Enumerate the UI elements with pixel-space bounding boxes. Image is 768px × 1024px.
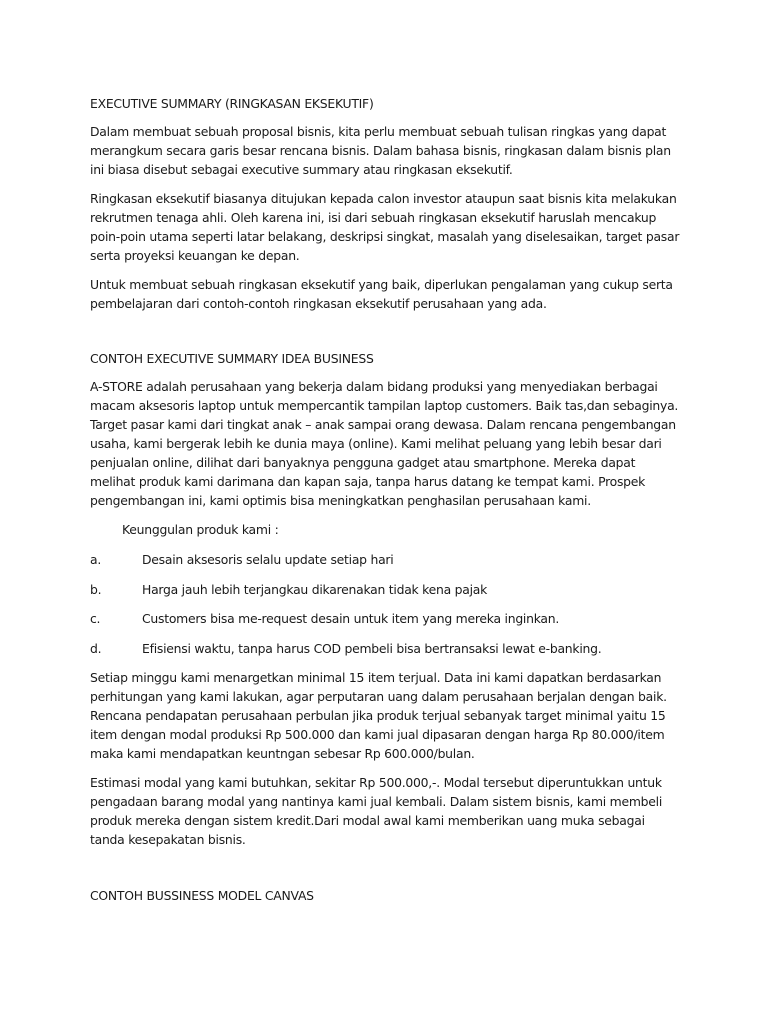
heading-business-model-canvas: CONTOH BUSSINESS MODEL CANVAS	[90, 888, 314, 903]
list-item-letter: a.	[90, 552, 102, 567]
list-item	[90, 550, 680, 569]
list-item-text: Efisiensi waktu, tanpa harus COD pembeli bisa bertransaksi lewat e-banking.	[142, 640, 602, 656]
list-item-text: Customers bisa me-request desain untuk item yang mereka inginkan.	[142, 611, 560, 626]
heading-executive-summary: EXECUTIVE SUMMARY (RINGKASAN EKSEKUTIF)	[90, 96, 374, 111]
paragraph-purpose: Ringkasan eksekutif biasanya ditujukan kepada calon investor ataupun saat bisnis kita melakukan rekrutmen tenaga ahli. Oleh karena ini, isi dari sebuah ringkasan eksekutif haruslah mencakup poin-poin utama seperti latar belakang, deskripsi singkat, masalah yang diselesaikan, target pasar serta proyeksi keuangan ke depan.	[90, 191, 680, 263]
list-item-letter: b.	[90, 581, 102, 597]
paragraph-astore: A-STORE adalah perusahaan yang bekerja dalam bidang produksi yang menyediakan berbagai macam aksesoris laptop untuk mempercantik tampilan laptop customers. Baik tas,dan sebaginya. Target pasar kami dari tingkat anak – anak sampai orang dewasa. Dalam rencana pengembangan usaha, kami bergerak lebih ke dunia maya (online). Kami melihat peluang yang lebih besar dari penjualan online, dilihat dari banyaknya pengguna gadget atau smartphone. Mereka dapat melihat produk kami darimana dan kapan saja, tanpa harus datang ke tempat kami. Prospek pengembangan ini, kami optimis bisa meningkatkan penghasilan perusahaan kami.	[90, 379, 679, 508]
list-item	[90, 580, 680, 599]
list-item-text: Harga jauh lebih terjangkau dikarenakan tidak kena pajak	[142, 581, 488, 597]
list-item	[90, 609, 680, 628]
list-item-text: Desain aksesoris selalu update setiap hari	[142, 552, 394, 567]
list-item-letter: d.	[90, 640, 102, 656]
heading-contoh-executive-summary: CONTOH EXECUTIVE SUMMARY IDEA BUSINESS	[90, 351, 374, 366]
list-item-letter: c.	[90, 611, 101, 626]
document-content	[90, 94, 680, 905]
paragraph-capital-estimate: Estimasi modal yang kami butuhkan, sekitar Rp 500.000,-. Modal tersebut diperuntukkan untuk pengadaan barang modal yang nantinya kami jual kembali. Dalam sistem bisnis, kami membeli produk mereka dengan sistem kredit.Dari modal awal kami memberikan uang muka sebagai tanda kesepakatan bisnis.	[90, 775, 663, 847]
list-item	[90, 639, 680, 658]
advantages-title: Keunggulan produk kami :	[122, 522, 279, 537]
paragraph-sales-target: Setiap minggu kami menargetkan minimal 15 item terjual. Data ini kami dapatkan berdasarkan perhitungan yang kami lakukan, agar perputaran uang dalam perusahaan berjalan dengan baik. Rencana pendapatan perusahaan perbulan jika produk terjual sebanyak target minimal yaitu 15 item dengan modal produksi Rp 500.000 dan kami jual dipasaran dengan harga Rp 80.000/item maka kami mendapatkan keuntngan sebesar Rp 600.000/bulan.	[90, 670, 667, 761]
paragraph-experience: Untuk membuat sebuah ringkasan eksekutif yang baik, diperlukan pengalaman yang cukup serta pembelajaran dari contoh-contoh ringkasan eksekutif perusahaan yang ada.	[90, 277, 673, 311]
paragraph-intro: Dalam membuat sebuah proposal bisnis, kita perlu membuat sebuah tulisan ringkas yang dapat merangkum secara garis besar rencana bisnis. Dalam bahasa bisnis, ringkasan dalam bisnis plan ini biasa disebut sebagai executive summary atau ringkasan eksekutif.	[90, 124, 671, 177]
advantages-list	[90, 550, 680, 658]
